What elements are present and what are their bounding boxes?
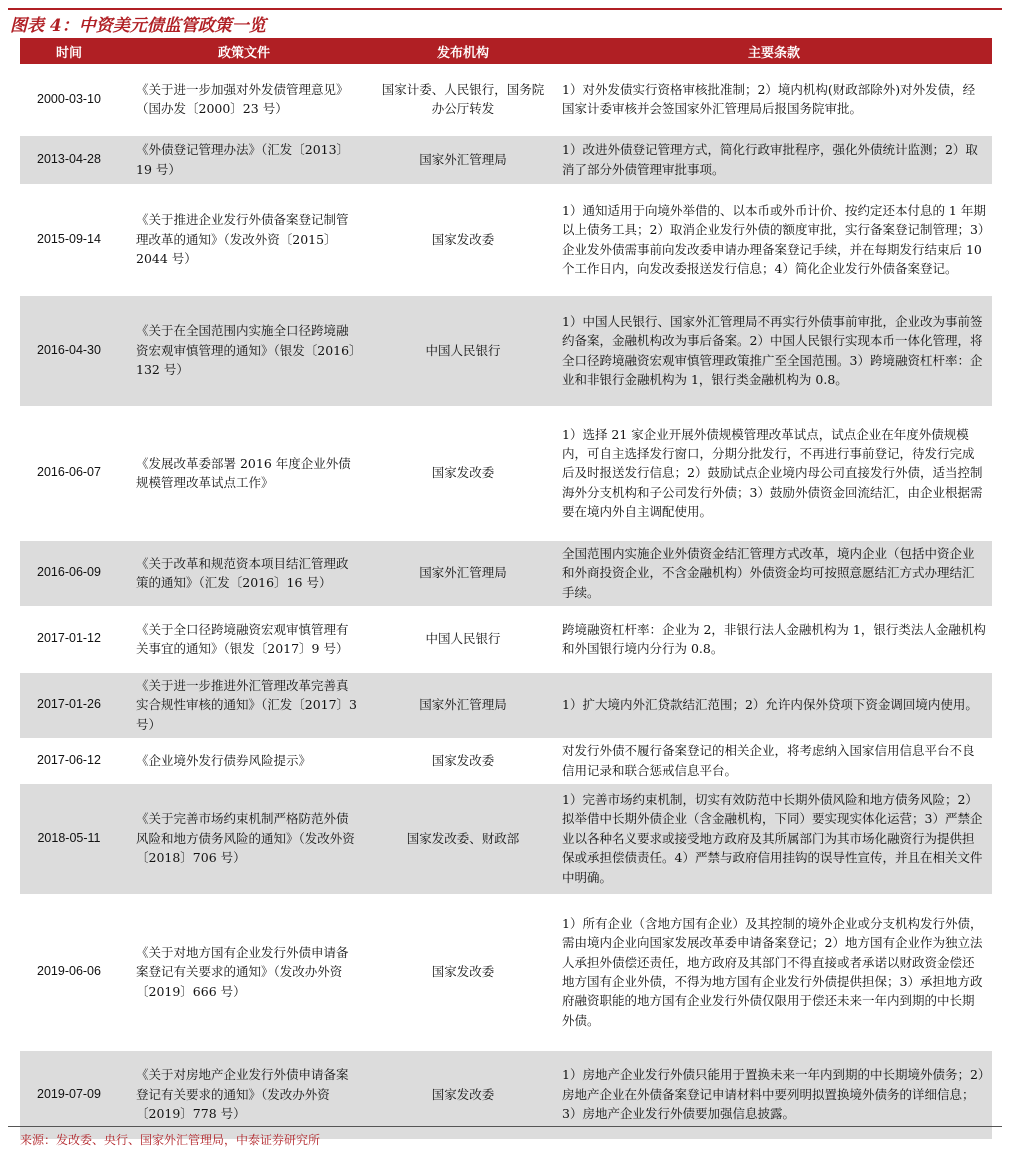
- row-document: 《关于进一步推进外汇管理改革完善真实合规性审核的通知》（汇发〔2017〕3 号）: [118, 672, 370, 738]
- row-issuer: 国家发改委: [370, 1050, 556, 1139]
- row-document: 《关于对地方国有企业发行外债申请备案登记有关要求的通知》（发改办外资〔2019〕666 号）: [118, 894, 370, 1050]
- row-issuer: 国家计委、人民银行，国务院办公厅转发: [370, 64, 556, 135]
- header-issuer: 发布机构: [370, 38, 556, 64]
- table-row: [20, 738, 992, 783]
- table-row: [20, 672, 992, 738]
- row-clauses: 1）对外发债实行资格审核批准制；2）境内机构(财政部除外)对外发债，经国家计委审核并会签国家外汇管理局后报国务院审批。: [556, 64, 992, 135]
- row-document: 《企业境外发行债券风险提示》: [118, 738, 370, 783]
- row-clauses: 1）中国人民银行、国家外汇管理局不再实行外债事前审批，企业改为事前签约备案，金融机构改为事后备案。2）中国人民银行实现本币一体化管理，将全口径跨境融资宏观审慎管理政策推广至全国范围。3）跨境融资杠杆率：企业和非银行金融机构为 1，银行类金融机构为 0.8。: [556, 295, 992, 406]
- row-document: 《关于在全国范围内实施全口径跨境融资宏观审慎管理的通知》（银发〔2016〕132 号）: [118, 295, 370, 406]
- row-clauses: 1）选择 21 家企业开展外债规模管理改革试点，试点企业在年度外债规模内，可自主选择发行窗口，分期分批发行，不再进行事前登记，待发行完成后及时报送发行信息；2）鼓励试点企业境内母公司直接发行外债，适当控制海外分支机构和子公司发行外债；3）鼓励外债资金回流结汇，由企业根据需要在境内外自主调配使用。: [556, 406, 992, 540]
- table-row: [20, 894, 992, 1050]
- row-clauses: 1）完善市场约束机制，切实有效防范中长期外债风险和地方债务风险；2）拟举借中长期外债企业（含金融机构，下同）要实现实体化运营；3）严禁企业以各种名义要求或接受地方政府及其所属部门为其市场化融资行为提供担保或承担偿债责任。4）严禁与政府信用挂钩的误导性宣传，并且在相关文件中明确。: [556, 783, 992, 894]
- table-row: [20, 783, 992, 894]
- row-date: 2000-03-10: [20, 64, 118, 135]
- row-issuer: 中国人民银行: [370, 606, 556, 672]
- row-clauses: 1）房地产企业发行外债只能用于置换未来一年内到期的中长期境外债务；2）房地产企业在外债备案登记申请材料中要列明拟置换境外债务的详细信息；3）房地产企业发行外债要加强信息披露。: [556, 1050, 992, 1139]
- header-row: [20, 38, 992, 64]
- table-row: [20, 606, 992, 672]
- row-issuer: 中国人民银行: [370, 295, 556, 406]
- table-row: [20, 540, 992, 606]
- table-row: [20, 184, 992, 295]
- row-document: 《发展改革委部署 2016 年度企业外债规模管理改革试点工作》: [118, 406, 370, 540]
- row-clauses: 对发行外债不履行备案登记的相关企业，将考虑纳入国家信用信息平台不良信用记录和联合惩戒信息平台。: [556, 738, 992, 783]
- row-clauses: 1）改进外债登记管理方式，简化行政审批程序，强化外债统计监测；2）取消了部分外债管理审批事项。: [556, 135, 992, 184]
- row-document: 《关于全口径跨境融资宏观审慎管理有关事宜的通知》（银发〔2017〕9 号）: [118, 606, 370, 672]
- row-issuer: 国家发改委: [370, 406, 556, 540]
- row-date: 2016-06-09: [20, 540, 118, 606]
- row-clauses: 跨境融资杠杆率：企业为 2，非银行法人金融机构为 1，银行类法人金融机构和外国银行境内分行为 0.8。: [556, 606, 992, 672]
- row-issuer: 国家外汇管理局: [370, 540, 556, 606]
- table-row: [20, 64, 992, 135]
- row-date: 2019-06-06: [20, 894, 118, 1050]
- row-date: 2013-04-28: [20, 135, 118, 184]
- row-document: 《关于进一步加强对外发债管理意见》（国办发〔2000〕23 号）: [118, 64, 370, 135]
- row-date: 2016-04-30: [20, 295, 118, 406]
- table-row: [20, 135, 992, 184]
- row-clauses: 全国范围内实施企业外债资金结汇管理方式改革，境内企业（包括中资企业和外商投资企业，不含金融机构）外债资金均可按照意愿结汇方式办理结汇手续。: [556, 540, 992, 606]
- row-date: 2017-06-12: [20, 738, 118, 783]
- header-clauses: 主要条款: [556, 38, 992, 64]
- row-clauses: 1）通知适用于向境外举借的、以本币或外币计价、按约定还本付息的 1 年期以上债务工具；2）取消企业发行外债的额度审批，实行备案登记制管理；3）企业发外债需事前向发改委申请办理备案登记手续，并在每期发行结束后 10 个工作日内，向发改委报送发行信息；4）简化企业发行外债备案登记。: [556, 184, 992, 295]
- row-issuer: 国家发改委: [370, 738, 556, 783]
- title-bar: [8, 8, 1002, 36]
- row-document: 《关于完善市场约束机制严格防范外债风险和地方债务风险的通知》（发改外资〔2018〕706 号）: [118, 783, 370, 894]
- table-row: [20, 406, 992, 540]
- row-document: 《关于推进企业发行外债备案登记制管理改革的通知》（发改外资〔2015〕2044 号）: [118, 184, 370, 295]
- source-note: 来源：发改委、央行、国家外汇管理局，中泰证券研究所: [20, 1133, 321, 1147]
- footer-divider: [8, 1126, 1002, 1127]
- row-issuer: 国家发改委: [370, 894, 556, 1050]
- table-header: [20, 38, 992, 64]
- row-document: 《关于对房地产企业发行外债申请备案登记有关要求的通知》（发改办外资〔2019〕778 号）: [118, 1050, 370, 1139]
- row-clauses: 1）扩大境内外汇贷款结汇范围；2）允许内保外贷项下资金调回境内使用。: [556, 672, 992, 738]
- row-date: 2015-09-14: [20, 184, 118, 295]
- row-clauses: 1）所有企业（含地方国有企业）及其控制的境外企业或分支机构发行外债，需由境内企业向国家发展改革委申请备案登记；2）地方国有企业作为独立法人承担外债偿还责任，地方政府及其部门不得直接或者承诺以财政资金偿还地方国有企业外债，不得为地方国有企业发行外债提供担保；3）承担地方政府融资职能的地方国有企业发行外债仅限用于偿还未来一年内到期的中长期外债。: [556, 894, 992, 1050]
- row-date: 2019-07-09: [20, 1050, 118, 1139]
- row-issuer: 国家外汇管理局: [370, 135, 556, 184]
- row-date: 2017-01-12: [20, 606, 118, 672]
- row-issuer: 国家发改委: [370, 184, 556, 295]
- table-row: [20, 295, 992, 406]
- row-document: 《关于改革和规范资本项目结汇管理政策的通知》（汇发〔2016〕16 号）: [118, 540, 370, 606]
- header-date: 时间: [20, 38, 118, 64]
- table-body: [20, 64, 992, 1139]
- policy-table: [20, 38, 992, 1140]
- header-document: 政策文件: [118, 38, 370, 64]
- row-date: 2018-05-11: [20, 783, 118, 894]
- row-date: 2016-06-07: [20, 406, 118, 540]
- row-date: 2017-01-26: [20, 672, 118, 738]
- row-document: 《外债登记管理办法》（汇发〔2013〕19 号）: [118, 135, 370, 184]
- row-issuer: 国家外汇管理局: [370, 672, 556, 738]
- figure-title: 图表 4：中资美元债监管政策一览: [10, 16, 266, 36]
- row-issuer: 国家发改委、财政部: [370, 783, 556, 894]
